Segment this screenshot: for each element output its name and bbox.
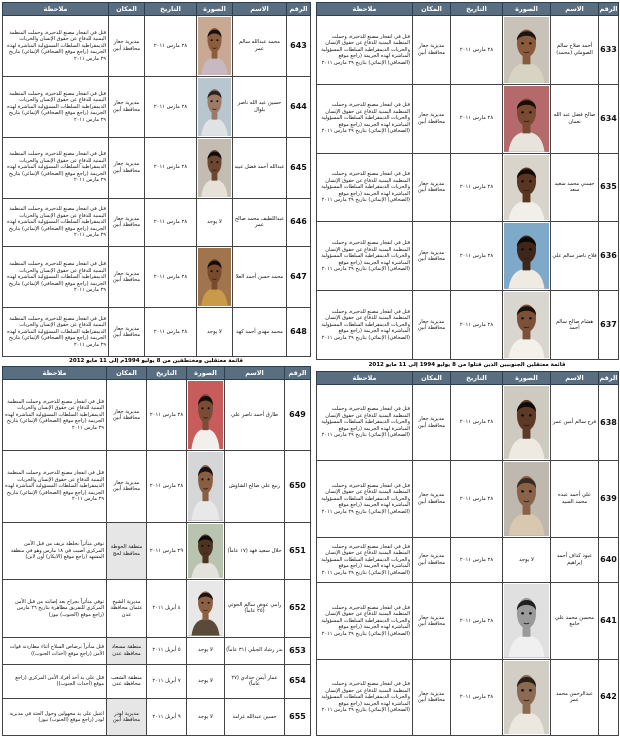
place-cell: مديرية جعار محافظة أبين — [413, 222, 451, 291]
date-cell: ٢٨ مارس ٢٠١١ — [147, 451, 187, 522]
row-number: 653 — [285, 637, 311, 664]
row-number: 640 — [599, 537, 619, 583]
column-header-name: الاسم — [551, 372, 599, 385]
name-cell: فلاح ناصر سالم علي — [551, 222, 599, 291]
photo-missing: لا يوجد — [503, 537, 551, 583]
note-cell: قتل متأثراً برصاص السلاح أثناء مطاردته قوات الأمن (راجع موقع (أحداث الجنوب)) — [3, 637, 107, 664]
name-cell: علي أحمد عبده محمد السيد — [551, 461, 599, 537]
row-number: 655 — [285, 699, 311, 736]
photo-cell — [197, 16, 233, 77]
table-row — [3, 76, 311, 137]
row-number: 634 — [599, 84, 619, 153]
note-cell: توفي متأثراً بجلطة نزيف من قبل الأمن المركزي أصيب في ١٨ مارس وهو في منطقة المشهد (راجع موقع (الايكار) أون لاين) — [3, 522, 107, 579]
column-header-photo: الصورة — [197, 3, 233, 16]
list-caption-bottom: قائمة معتقلين الجنوبيين الذين قتلوا من 8 يوليو 1994 إلى 11 مايو 2012 — [368, 362, 566, 368]
photo-cell — [197, 247, 233, 308]
photo-missing: لا يوجد — [197, 198, 233, 247]
place-cell: مديرية جعار محافظة أبين — [413, 84, 451, 153]
column-header-date: التاريخ — [145, 3, 197, 16]
portrait-photo — [504, 386, 549, 459]
note-cell: قتل في انفجار مصنع للذخيرة، وحملت المنظمة اليمنية للدفاع عن حقوق الإنسان والحريات الديمقراطية السلطات المسؤولية المباشرة لهذه الجريمة (راجع موقع (الصحافي) الإنمائي) بتاريخ ٢٩ مارس ٢٠١١ — [3, 308, 109, 357]
table-row — [317, 291, 619, 360]
row-number: 652 — [285, 580, 311, 637]
date-cell: ٢٩ مارس ٢٠١١ — [147, 522, 187, 579]
name-cell: عبدالرحمن محمد عمر — [551, 659, 599, 735]
row-number: 635 — [599, 153, 619, 222]
column-header-photo: الصورة — [187, 367, 225, 380]
date-cell: ٢٨ مارس ٢٠١١ — [145, 308, 197, 357]
row-number: 639 — [599, 461, 619, 537]
table-row — [3, 380, 311, 451]
row-number: 654 — [285, 664, 311, 698]
date-cell: ٢٨ مارس ٢٠١١ — [451, 583, 503, 659]
portrait-photo — [198, 78, 231, 136]
table-row — [3, 451, 311, 522]
name-cell: عبود كذاف أحمد إبراهيم — [551, 537, 599, 583]
place-cell: مديرية جعار محافظة أبين — [107, 451, 147, 522]
table-row — [317, 659, 619, 735]
place-cell: مديرية جعار محافظة أبين — [109, 16, 145, 77]
table-top-left — [2, 2, 311, 357]
portrait-photo — [504, 155, 549, 221]
table-row — [317, 16, 619, 85]
place-cell: مديرية جعار محافظة أبين — [109, 308, 145, 357]
row-number: 636 — [599, 222, 619, 291]
note-cell: قتل في انفجار مصنع للذخيرة، وحملت المنظمة اليمنية للدفاع عن حقوق الإنسان والحريات الديمقراطية السلطات المسؤولية المباشرة لهذه الجريمة (راجع موقع (الصحافي) الإنمائي) بتاريخ ٢٩ مارس ٢٠١١ — [317, 461, 413, 537]
column-header-date: التاريخ — [451, 372, 503, 385]
row-number: 641 — [599, 583, 619, 659]
place-cell: مديرية جعار محافظة أبين — [109, 198, 145, 247]
photo-missing: لا يوجد — [197, 308, 233, 357]
column-header-num: الرقم — [599, 372, 619, 385]
place-cell: مديرية جعار محافظة أبين — [413, 537, 451, 583]
column-header-num: الرقم — [285, 367, 311, 380]
portrait-photo — [198, 139, 231, 197]
note-cell: قتل في انفجار مصنع للذخيرة، وحملت المنظمة اليمنية للدفاع عن حقوق الإنسان والحريات الديمقراطية السلطات المسؤولية المباشرة لهذه الجريمة (راجع موقع (الصحافي) الإنمائي) بتاريخ ٢٩ مارس ٢٠١١ — [317, 291, 413, 360]
date-cell: ٢٨ مارس ٢٠١١ — [451, 84, 503, 153]
date-cell: ٢٨ مارس ٢٠١١ — [451, 537, 503, 583]
column-header-name: الاسم — [225, 367, 285, 380]
name-cell: عبداللطيف محمد صالح عمر — [233, 198, 287, 247]
table-row — [3, 580, 311, 637]
date-cell: ٢٨ مارس ٢٠١١ — [145, 16, 197, 77]
note-cell: قتل في انفجار مصنع للذخيرة، وحملت المنظمة اليمنية للدفاع عن حقوق الإنسان والحريات الديمقراطية السلطات المسؤولية المباشرة لهذه الجريمة (راجع موقع (الصحافي) الإنمائي) بتاريخ ٢٩ مارس ٢٠١١ — [317, 16, 413, 85]
column-header-place: المكان — [413, 372, 451, 385]
note-cell: اغتيل على يد مجهولين وحول الجثة في مديرية لودر (راجع موقع (الجنوب) نيوز) — [3, 699, 107, 736]
place-cell: منطقة الشعب محافظة عدن — [107, 664, 147, 698]
column-header-note: ملاحظة — [3, 3, 109, 16]
table-row — [317, 461, 619, 537]
row-number: 651 — [285, 522, 311, 579]
note-cell: قتل في انفجار مصنع للذخيرة، وحملت المنظمة اليمنية للدفاع عن حقوق الإنسان والحريات الديمقراطية السلطات المسؤولية المباشرة لهذه الجريمة (راجع موقع (الصحافي) الإنمائي) بتاريخ ٢٩ مارس ٢٠١١ — [317, 153, 413, 222]
place-cell: مديرية جعار محافظة أبين — [109, 137, 145, 198]
place-cell: مديرية لودر محافظة أبين — [107, 699, 147, 736]
name-cell: حسني محمد سعيد سعد — [551, 153, 599, 222]
table-row — [317, 385, 619, 461]
date-cell: ٢٨ مارس ٢٠١١ — [451, 461, 503, 537]
date-cell: ٢٨ مارس ٢٠١١ — [145, 247, 197, 308]
panel-top-right — [316, 2, 618, 360]
list-caption-top: قائمة معتقلين ومختطفين من 8 يوليو 1994م إلى 11 مايو 2012 — [69, 358, 243, 364]
date-cell: ٧ أبريل ٢٠١١ — [147, 664, 187, 698]
photo-missing: لا يوجد — [187, 699, 225, 736]
name-cell: صالح فضل عبد الله نعمان — [551, 84, 599, 153]
column-header-date: التاريخ — [451, 3, 503, 16]
place-cell: مديرية جعار محافظة أبين — [109, 76, 145, 137]
place-cell: مديرية جعار محافظة أبين — [413, 153, 451, 222]
date-cell: ٢٨ مارس ٢٠١١ — [451, 16, 503, 85]
column-header-place: المكان — [107, 367, 147, 380]
row-number: 637 — [599, 291, 619, 360]
note-cell: قتل في انفجار مصنع للذخيرة، وحملت المنظمة اليمنية للدفاع عن حقوق الإنسان والحريات الديمقراطية السلطات المسؤولية المباشرة لهذه الجريمة (راجع موقع (الصحافي) الإنمائي) بتاريخ ٢٩ مارس ٢٠١١ — [317, 659, 413, 735]
column-header-note: ملاحظة — [3, 367, 107, 380]
place-cell: مديرية جعار محافظة أبين — [109, 247, 145, 308]
place-cell: مديرية جعار محافظة أبين — [413, 16, 451, 85]
date-cell: ٢٨ مارس ٢٠١١ — [145, 198, 197, 247]
name-cell: بدر رشاد الجبلي (٣١ عاماً) — [225, 637, 285, 664]
date-cell: ٢٨ مارس ٢٠١١ — [147, 380, 187, 451]
column-header-note: ملاحظة — [317, 372, 413, 385]
date-cell: ٩ أبريل ٢٠١١ — [147, 699, 187, 736]
place-cell: مديرية جعار محافظة أبين — [413, 583, 451, 659]
note-cell: قتل في انفجار مصنع للذخيرة، وحملت المنظمة اليمنية للدفاع عن حقوق الإنسان والحريات الديمقراطية السلطات المسؤولية المباشرة لهذه الجريمة (راجع موقع (الصحافي) الإنمائي) بتاريخ ٢٩ مارس ٢٠١١ — [3, 198, 109, 247]
photo-cell — [503, 222, 551, 291]
name-cell: ربيع علي صالح الشاوش — [225, 451, 285, 522]
row-number: 647 — [287, 247, 311, 308]
row-number: 644 — [287, 76, 311, 137]
portrait-photo — [198, 17, 231, 75]
table-row — [3, 699, 311, 736]
row-number: 650 — [285, 451, 311, 522]
photo-cell — [187, 522, 225, 579]
name-cell: محمد مهدي أحمد كهد — [233, 308, 287, 357]
table-row — [3, 308, 311, 357]
panel-top-left — [2, 2, 310, 357]
photo-cell — [503, 583, 551, 659]
column-header-num: الرقم — [599, 3, 619, 16]
place-cell: مديرية جعار محافظة أبين — [413, 461, 451, 537]
note-cell: قتل في انفجار مصنع للذخيرة، وحملت المنظمة اليمنية للدفاع عن حقوق الإنسان والحريات الديمقراطية السلطات المسؤولية المباشرة لهذه الجريمة (راجع موقع (الصحافي) الإنمائي) بتاريخ ٢٩ مارس ٢٠١١ — [317, 583, 413, 659]
table-row — [3, 198, 311, 247]
place-cell: مديرية جعار محافظة أبين — [107, 380, 147, 451]
column-header-photo: الصورة — [503, 372, 551, 385]
photo-cell — [187, 380, 225, 451]
column-header-name: الاسم — [233, 3, 287, 16]
row-number: 642 — [599, 659, 619, 735]
note-cell: قتل في انفجار مصنع للذخيرة، وحملت المنظمة اليمنية للدفاع عن حقوق الإنسان والحريات الديمقراطية السلطات المسؤولية المباشرة لهذه الجريمة (راجع موقع (الصحافي) الإنمائي) بتاريخ ٢٩ مارس ٢٠١١ — [317, 84, 413, 153]
table-top-right — [316, 2, 619, 360]
column-header-photo: الصورة — [503, 3, 551, 16]
name-cell: حسين عبدالله غرامة — [225, 699, 285, 736]
table-row — [3, 637, 311, 664]
photo-missing: لا يوجد — [187, 664, 225, 698]
table-row — [317, 537, 619, 583]
table-row — [317, 222, 619, 291]
note-cell: قتل في انفجار مصنع للذخيرة، وحملت المنظمة اليمنية للدفاع عن حقوق الإنسان والحريات الديمقراطية السلطات المسؤولية المباشرة لهذه الجريمة (راجع موقع (الصحافي) الإنمائي) بتاريخ ٢٩ مارس ٢٠١١ — [317, 537, 413, 583]
photo-cell — [197, 76, 233, 137]
panel-bottom-right — [316, 371, 618, 736]
column-header-note: ملاحظة — [317, 3, 413, 16]
photo-cell — [503, 16, 551, 85]
table-row — [317, 583, 619, 659]
photo-cell — [503, 84, 551, 153]
name-cell: فرج سالم أمين عمر — [551, 385, 599, 461]
name-cell: محمد عبدالله سالم عمر — [233, 16, 287, 77]
portrait-photo — [504, 17, 549, 83]
portrait-photo — [504, 292, 549, 358]
photo-cell — [187, 580, 225, 637]
photo-cell — [503, 153, 551, 222]
table-row — [3, 664, 311, 698]
column-header-place: المكان — [109, 3, 145, 16]
place-cell: مديرية الشيخ عثمان محافظة عدن — [107, 580, 147, 637]
name-cell: محسن محمد علي جامع — [551, 583, 599, 659]
photo-cell — [197, 137, 233, 198]
portrait-photo — [504, 661, 549, 734]
place-cell: مديرية جعار محافظة أبين — [413, 291, 451, 360]
photo-missing: لا يوجد — [187, 637, 225, 664]
date-cell: ٢٨ مارس ٢٠١١ — [451, 291, 503, 360]
portrait-photo — [188, 452, 223, 520]
row-number: 638 — [599, 385, 619, 461]
note-cell: قتل في انفجار مصنع للذخيرة، وحملت المنظمة اليمنية للدفاع عن حقوق الإنسان والحريات الديمقراطية السلطات المسؤولية المباشرة لهذه الجريمة (راجع موقع (الصحافي) الإنمائي) بتاريخ ٢٩ مارس ٢٠١١ — [317, 222, 413, 291]
row-number: 643 — [287, 16, 311, 77]
note-cell: قتل في انفجار مصنع للذخيرة، وحملت المنظمة اليمنية للدفاع عن حقوق الإنسان والحريات الديمقراطية السلطات المسؤولية المباشرة لهذه الجريمة (راجع موقع (الصحافي) الإنمائي) بتاريخ ٢٩ مارس ٢٠١١ — [3, 247, 109, 308]
photo-cell — [503, 461, 551, 537]
name-cell: عبدالله أحمد فضل عبيد — [233, 137, 287, 198]
place-cell: منطقة الحوطة محافظة لحج — [107, 522, 147, 579]
column-header-place: المكان — [413, 3, 451, 16]
date-cell: ٢٨ مارس ٢٠١١ — [145, 137, 197, 198]
column-header-name: الاسم — [551, 3, 599, 16]
table-row — [317, 84, 619, 153]
portrait-photo — [504, 223, 549, 289]
portrait-photo — [504, 584, 549, 657]
date-cell: ٢٨ مارس ٢٠١١ — [145, 76, 197, 137]
photo-cell — [187, 451, 225, 522]
photo-cell — [503, 291, 551, 360]
name-cell: محمد حسن أحمد العلا — [233, 247, 287, 308]
portrait-photo — [504, 462, 549, 535]
note-cell: قتل في انفجار مصنع للذخيرة، وحملت المنظمة اليمنية للدفاع عن حقوق الإنسان والحريات الديمقراطية السلطات المسؤولية المباشرة لهذه الجريمة (راجع موقع (الصحافي) الإنمائي) بتاريخ ٢٩ مارس ٢٠١١ — [3, 76, 109, 137]
photo-cell — [503, 659, 551, 735]
date-cell: ٢٨ مارس ٢٠١١ — [451, 385, 503, 461]
table-row — [3, 247, 311, 308]
note-cell: قتل في انفجار مصنع للذخيرة، وحملت المنظمة اليمنية للدفاع عن حقوق الإنسان والحريات الديمقراطية السلطات المسؤولية المباشرة لهذه الجريمة (راجع موقع (الصحافي) الإنمائي) بتاريخ ٢٩ مارس ٢٠١١ — [317, 385, 413, 461]
name-cell: أحمد صلاح سالم الصوملي (محمد) — [551, 16, 599, 85]
row-number: 646 — [287, 198, 311, 247]
table-row — [317, 153, 619, 222]
row-number: 633 — [599, 16, 619, 85]
place-cell: منطقة مسعاد محافظة عدن — [107, 637, 147, 664]
photo-cell — [503, 385, 551, 461]
date-cell: ٢٨ مارس ٢٠١١ — [451, 153, 503, 222]
column-header-date: التاريخ — [147, 367, 187, 380]
date-cell: ٥ أبريل ٢٠١١ — [147, 637, 187, 664]
date-cell: ٢٨ مارس ٢٠١١ — [451, 659, 503, 735]
note-cell: قتل على يد أحد أفراد الأمن المركزي (راجع موقع (أحداث الجنوب)) — [3, 664, 107, 698]
table-row — [3, 522, 311, 579]
table-row — [3, 16, 311, 77]
name-cell: حسين عبد الله ناصر بلوال — [233, 76, 287, 137]
note-cell: قتل في انفجار مصنع للذخيرة، وحملت المنظمة اليمنية للدفاع عن حقوق الإنسان والحريات الديمقراطية السلطات المسؤولية المباشرة لهذه الجريمة (راجع موقع (الصحافي) الإنمائي) بتاريخ ٢٩ مارس ٢٠١١ — [3, 451, 107, 522]
note-cell: توفي متأثراً بجراح بعد إصابته من قبل الأمن المركزي للتفريق مظاهرة بتاريخ ٢٦ مارس (راجع موقع (الجنوب) نيوز) — [3, 580, 107, 637]
portrait-photo — [188, 524, 223, 578]
date-cell: ٢٨ مارس ٢٠١١ — [451, 222, 503, 291]
note-cell: قتل في انفجار مصنع للذخيرة، وحملت المنظمة اليمنية للدفاع عن حقوق الإنسان والحريات الديمقراطية السلطات المسؤولية المباشرة لهذه الجريمة (راجع موقع (الصحافي) الإنمائي) بتاريخ ٢٩ مارس ٢٠١١ — [3, 137, 109, 198]
place-cell: مديرية جعار محافظة أبين — [413, 659, 451, 735]
name-cell: عمار أيمن حدادي (٢٧ عاماً) — [225, 664, 285, 698]
name-cell: رامي عوض سالم الحوتي (٢٥ عاماً) — [225, 580, 285, 637]
row-number: 645 — [287, 137, 311, 198]
row-number: 648 — [287, 308, 311, 357]
table-row — [3, 137, 311, 198]
panel-bottom-left — [2, 366, 310, 736]
place-cell: مديرية جعار محافظة أبين — [413, 385, 451, 461]
table-bottom-right — [316, 371, 619, 736]
name-cell: طارق أحمد ناصر علي — [225, 380, 285, 451]
column-header-num: الرقم — [287, 3, 311, 16]
name-cell: هشام صالح سالم أحمد — [551, 291, 599, 360]
note-cell: قتل في انفجار مصنع للذخيرة، وحملت المنظمة اليمنية للدفاع عن حقوق الإنسان والحريات الديمقراطية السلطات المسؤولية المباشرة لهذه الجريمة (راجع موقع (الصحافي) الإنمائي) بتاريخ ٢٩ مارس ٢٠١١ — [3, 16, 109, 77]
note-cell: قتل في انفجار مصنع للذخيرة، وحملت المنظمة اليمنية للدفاع عن حقوق الإنسان والحريات الديمقراطية السلطات المسؤولية المباشرة لهذه الجريمة (راجع موقع (الصحافي) الإنمائي) بتاريخ ٢٩ مارس ٢٠١١ — [3, 380, 107, 451]
date-cell: ٤ أبريل ٢٠١١ — [147, 580, 187, 637]
table-bottom-left — [2, 366, 311, 736]
portrait-photo — [504, 86, 549, 152]
portrait-photo — [188, 581, 223, 635]
portrait-photo — [198, 248, 231, 306]
row-number: 649 — [285, 380, 311, 451]
portrait-photo — [188, 381, 223, 449]
name-cell: حلال سعيد فهد (١٧ عاماً) — [225, 522, 285, 579]
